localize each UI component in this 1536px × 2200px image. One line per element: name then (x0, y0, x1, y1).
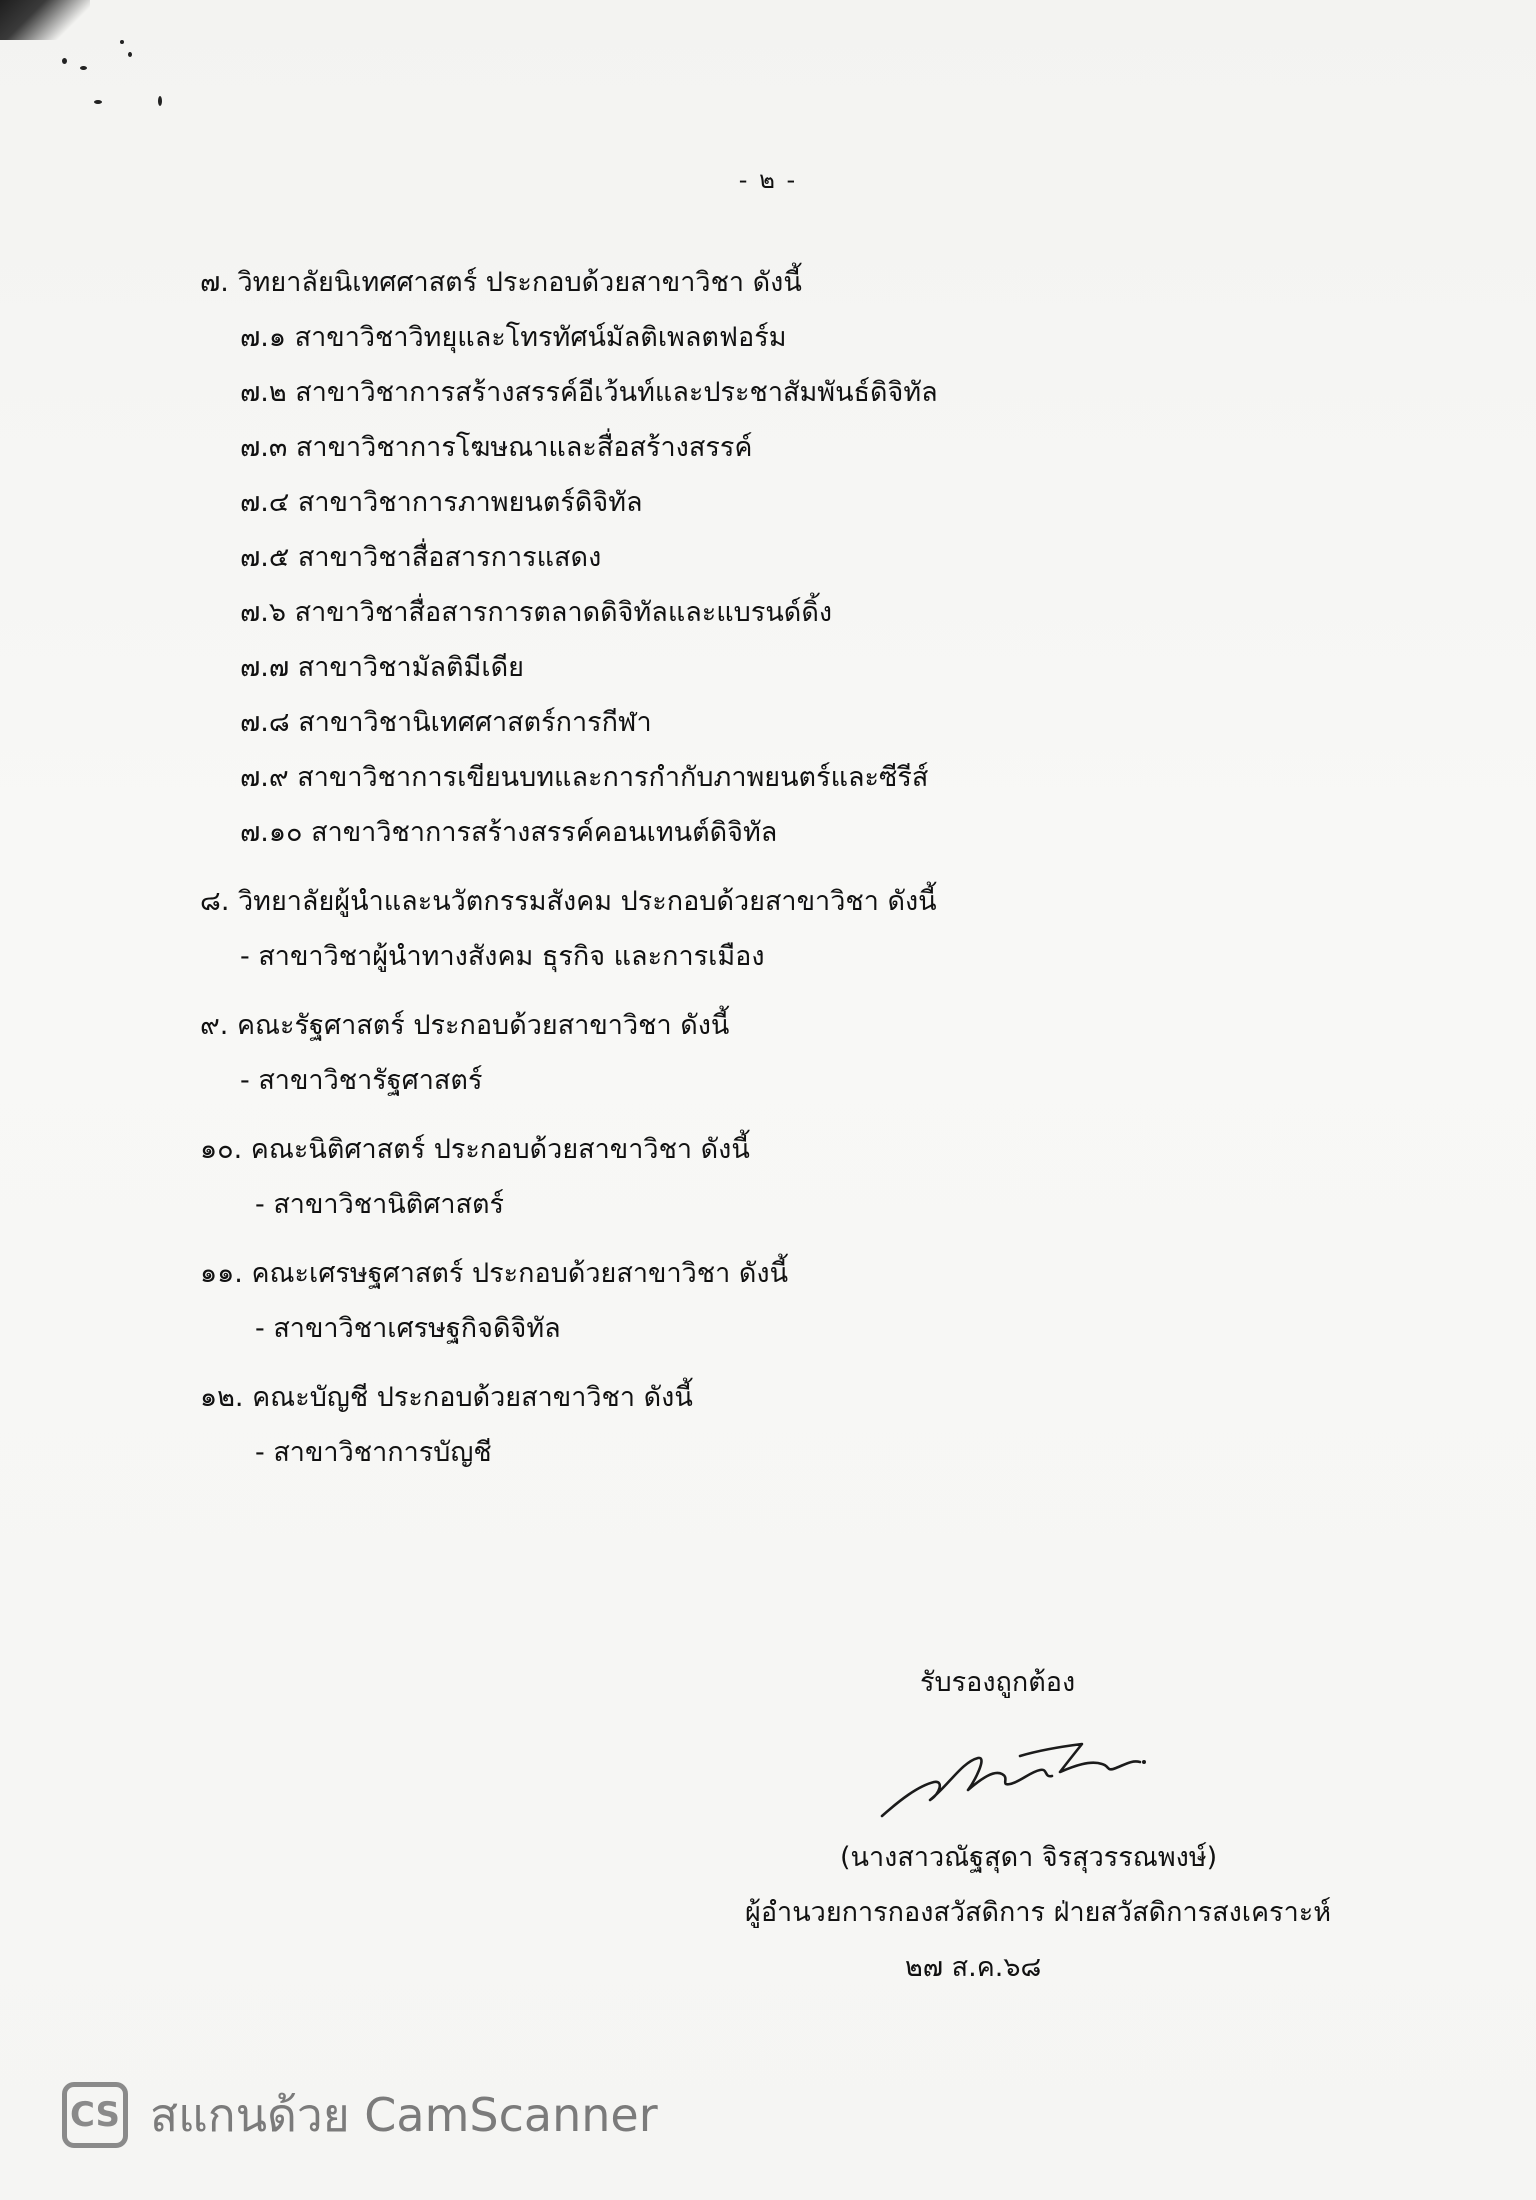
scan-speck (120, 40, 124, 44)
section-social-leadership (200, 874, 1400, 984)
list-item: - สาขาวิชานิติศาสตร์ (255, 1189, 505, 1220)
list-item: ๗.๓ สาขาวิชาการโฆษณาและสื่อสร้างสรรค์ (240, 432, 753, 463)
section-heading: ๙. คณะรัฐศาสตร์ ประกอบด้วยสาขาวิชา ดังนี้ (200, 1010, 730, 1041)
scan-speck (62, 58, 67, 64)
list-item: - สาขาวิชาเศรษฐกิจดิจิทัล (255, 1313, 561, 1344)
scan-corner-shadow (0, 0, 90, 40)
signature-date: ๒๗ ส.ค.๖๘ (905, 1952, 1042, 1983)
list-item: ๗.๘ สาขาวิชานิเทศศาสตร์การกีฬา (240, 707, 652, 738)
scan-speck (158, 96, 162, 106)
section-accounting (200, 1370, 1400, 1480)
list-item: ๗.๙ สาขาวิชาการเขียนบทและการกำกับภาพยนตร์และซีรีส์ (240, 762, 929, 793)
scan-speck (80, 66, 87, 70)
list-item: ๗.๒ สาขาวิชาการสร้างสรรค์อีเว้นท์และประชาสัมพันธ์ดิจิทัล (240, 377, 938, 408)
list-item: ๗.๖ สาขาวิชาสื่อสารการตลาดดิจิทัลและแบรนด์ดิ้ง (240, 597, 833, 628)
section-heading: ๘. วิทยาลัยผู้นำและนวัตกรรมสังคม ประกอบด้วยสาขาวิชา ดังนี้ (200, 886, 937, 917)
list-item: ๗.๑๐ สาขาวิชาการสร้างสรรค์คอนเทนต์ดิจิทัล (240, 817, 778, 848)
section-communication-arts (200, 255, 1400, 860)
document-body (200, 255, 1400, 1494)
section-law (200, 1122, 1400, 1232)
list-item: ๗.๗ สาขาวิชามัลติมีเดีย (240, 652, 524, 683)
section-political-science (200, 998, 1400, 1108)
section-heading: ๑๑. คณะเศรษฐศาสตร์ ประกอบด้วยสาขาวิชา ดังนี้ (200, 1258, 789, 1289)
signer-name: (นางสาวณัฐสุดา จิรสุวรรณพงษ์) (840, 1842, 1218, 1873)
handwritten-signature (870, 1720, 1150, 1830)
signer-position: ผู้อำนวยการกองสวัสดิการ ฝ่ายสวัสดิการสงเคราะห์ (745, 1897, 1332, 1928)
camscanner-logo-icon: CS (62, 2082, 128, 2148)
section-heading: ๑๒. คณะบัญชี ประกอบด้วยสาขาวิชา ดังนี้ (200, 1382, 693, 1413)
watermark-text: สแกนด้วย CamScanner (150, 2087, 658, 2142)
list-item: ๗.๔ สาขาวิชาการภาพยนตร์ดิจิทัล (240, 487, 643, 518)
list-item: ๗.๕ สาขาวิชาสื่อสารการแสดง (240, 542, 602, 573)
section-economics (200, 1246, 1400, 1356)
list-item: ๗.๑ สาขาวิชาวิทยุและโทรทัศน์มัลติเพลตฟอร์ม (240, 322, 787, 353)
section-heading: ๗. วิทยาลัยนิเทศศาสตร์ ประกอบด้วยสาขาวิชา ดังนี้ (200, 267, 802, 298)
list-item: - สาขาวิชาการบัญชี (255, 1437, 492, 1468)
list-item: - สาขาวิชารัฐศาสตร์ (240, 1065, 483, 1096)
page-number: - ๒ - (738, 166, 798, 194)
scan-speck (94, 100, 102, 104)
list-item: - สาขาวิชาผู้นำทางสังคม ธุรกิจ และการเมือง (240, 941, 765, 972)
scan-speck (128, 52, 132, 57)
section-heading: ๑๐. คณะนิติศาสตร์ ประกอบด้วยสาขาวิชา ดังนี้ (200, 1134, 750, 1165)
camscanner-watermark (62, 2080, 658, 2150)
certification-label: รับรองถูกต้อง (920, 1667, 1076, 1698)
